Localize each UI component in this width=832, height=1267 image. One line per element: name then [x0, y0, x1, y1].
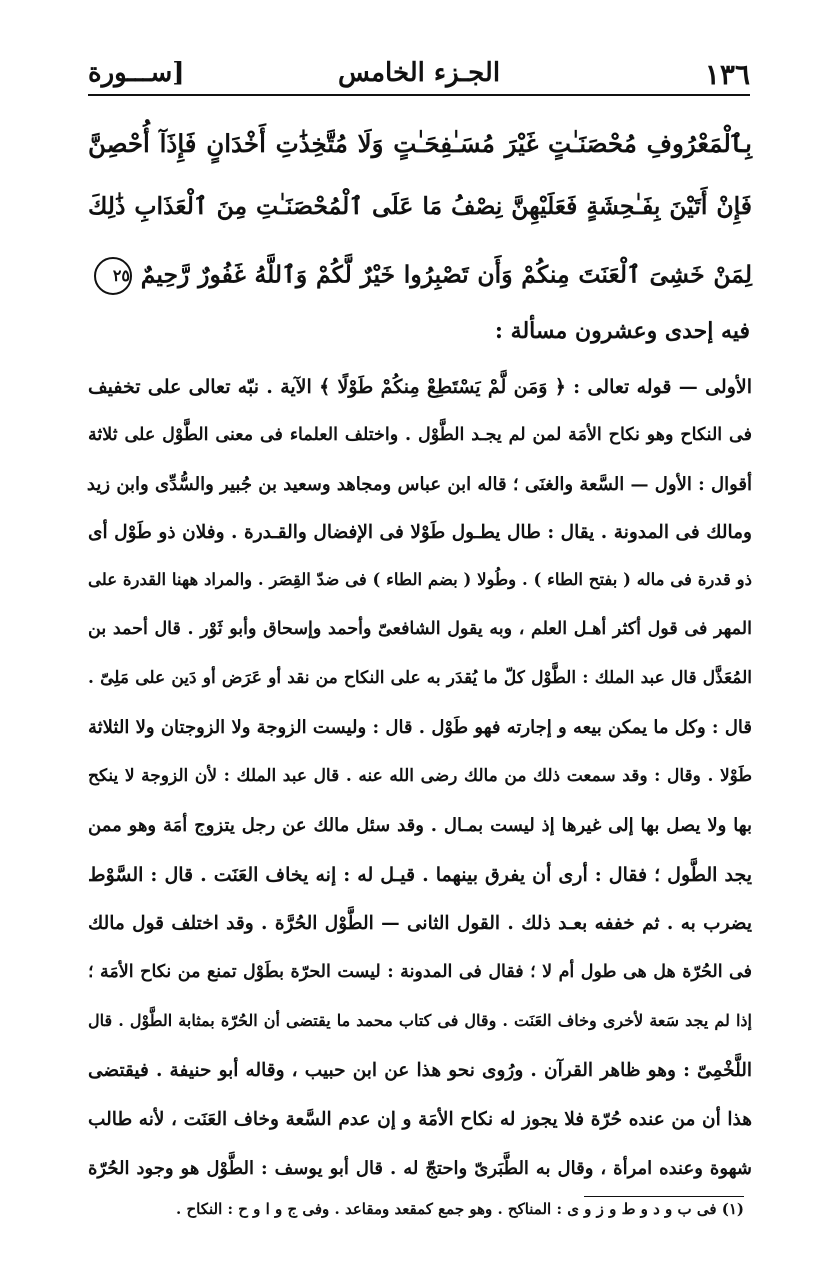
body-line: اللَّخْمِىّ : وهو ظاهر القرآن . ورُوى نحو هذا عن ابن حبيب ، وقاله أبو حنيفة . فيقتضى [88, 1060, 752, 1081]
page-header [88, 52, 750, 92]
body-line: فى الحُرّة هل هى طول أم لا ؛ فقال فى المدونة : ليست الحرّة بطَوْل تمنع من نكاح الأمَة ؛ [88, 962, 752, 982]
body-line: طَوْلا . وقال : وقد سمعت ذلك من مالك رضى الله عنه . قال عبد الملك : لأن الزوجة لا ينكح [88, 766, 752, 786]
surah-label: [ســـورة [88, 58, 185, 88]
body-line: يجد الطَّول ؛ فقال : أرى أن يفرق بينهما . قيـل له : إنه يخاف العَنَت . قال : السَّوْط [88, 864, 752, 886]
verse-text: لِمَنْ خَشِىَ ٱلْعَنَتَ مِنكُمْ وَأَن تَصْبِرُوا خَيْرٌ لَّكُمْ وَٱللَّهُ غَفُورٌ رَّحِيمٌ [140, 260, 752, 289]
quran-verse-line-2: فَإِنْ أَتَيْنَ بِفَـٰحِشَةٍ فَعَلَيْهِنَّ نِصْفُ مَا عَلَى ٱلْمُحْصَنَـٰتِ مِنَ ٱلْعَذَابِ ذَٰلِكَ [88, 192, 752, 220]
body-line: بها ولا يصل بها إلى غيرها إذ ليست بمـال . وقد سئل مالك عن رجل يتزوج أمَة وهو ممن [88, 815, 752, 836]
running-title: الجـزء الخامس [337, 58, 501, 88]
ayah-number-marker: ٢٥ [94, 257, 132, 295]
quran-verse-line-3 [88, 257, 752, 295]
section-intro: فيه إحدى وعشرون مسألة : [494, 318, 750, 344]
body-line: قال : وكل ما يمكن بيعه و إجارته فهو طَوْل . قال : وليست الزوجة ولا الزوجتان ولا الثلاثة [88, 717, 752, 738]
footnote: (١) فى ب و د و ط و ز و ى : المناكح . وهو جمع كمقعد ومقاعد . وفى ج و ا و ح : النكاح . [176, 1200, 744, 1218]
body-line: المهر فى قول أكثر أهـل العلم ، وبه يقول الشافعىّ وأحمد وإسحاق وأبو ثَوْر . قال أحمد بن [88, 619, 752, 639]
body-line: إذا لم يجد سَعة لأخرى وخاف العَنَت . وقال فى كتاب محمد ما يقتضى أن الحُرّة بمثابة الطَّوْل . قال [88, 1011, 752, 1030]
body-line: شهوة وعنده امرأة ، وقال به الطَّبَرىّ واحتجّ له . قال أبو يوسف : الطَّوْل هو وجود الحُرّة [88, 1158, 752, 1179]
body-line: هذا أن من عنده حُرّة فلا يجوز له نكاح الأمَة و إن عدم السَّعة وخاف العَنَت ، لأنه طالب [88, 1109, 752, 1130]
body-line: أقوال : الأول — السَّعة والغنَى ؛ قاله ابن عباس ومجاهد وسعيد بن جُبير والسُّدِّى وابن زيد [86, 474, 752, 495]
body-line: ذو قدرة فى ماله ( بفتح الطاء ) . وطُولا ( بضم الطاء ) فى ضدّ القِصَر . والمراد ههنا القدرة على [88, 570, 752, 589]
body-line: فى النكاح وهو نكاح الأمَة لمن لم يجـد الطَّوْل . واختلف العلماء فى معنى الطَّوْل على ثلاثة [88, 425, 752, 445]
quran-verse-line-1: بِٱلْمَعْرُوفِ مُحْصَنَـٰتٍ غَيْرَ مُسَـٰفِحَـٰتٍ وَلَا مُتَّخِذَٰتِ أَخْدَانٍ فَإِذَآ أُحْصِنَّ [88, 129, 752, 158]
header-rule [88, 94, 750, 96]
body-line: الأولى — قوله تعالى : ﴿ وَمَن لَّمْ يَسْتَطِعْ مِنكُمْ طَوْلًا ﴾ الآية . نبّه تعالى على تخفيف [88, 376, 752, 398]
body-line: يضرب به . ثم خففه بعـد ذلك . القول الثانى — الطَّوْل الحُرَّة . وقد اختلف قول مالك [88, 913, 752, 934]
footnote-rule [584, 1196, 744, 1197]
page-number: ١٣٦ [704, 58, 750, 91]
body-line: المُعَذَّل قال عبد الملك : الطَّوْل كلّ ما يُقدَر به على النكاح من نقد أو عَرَض أو دَين على مَلِىّ . [88, 668, 752, 688]
body-line: ومالك فى المدونة . يقال : طال يطـول طَوْلا فى الإفضال والقـدرة . وفلان ذو طَوْل أى [88, 522, 752, 543]
